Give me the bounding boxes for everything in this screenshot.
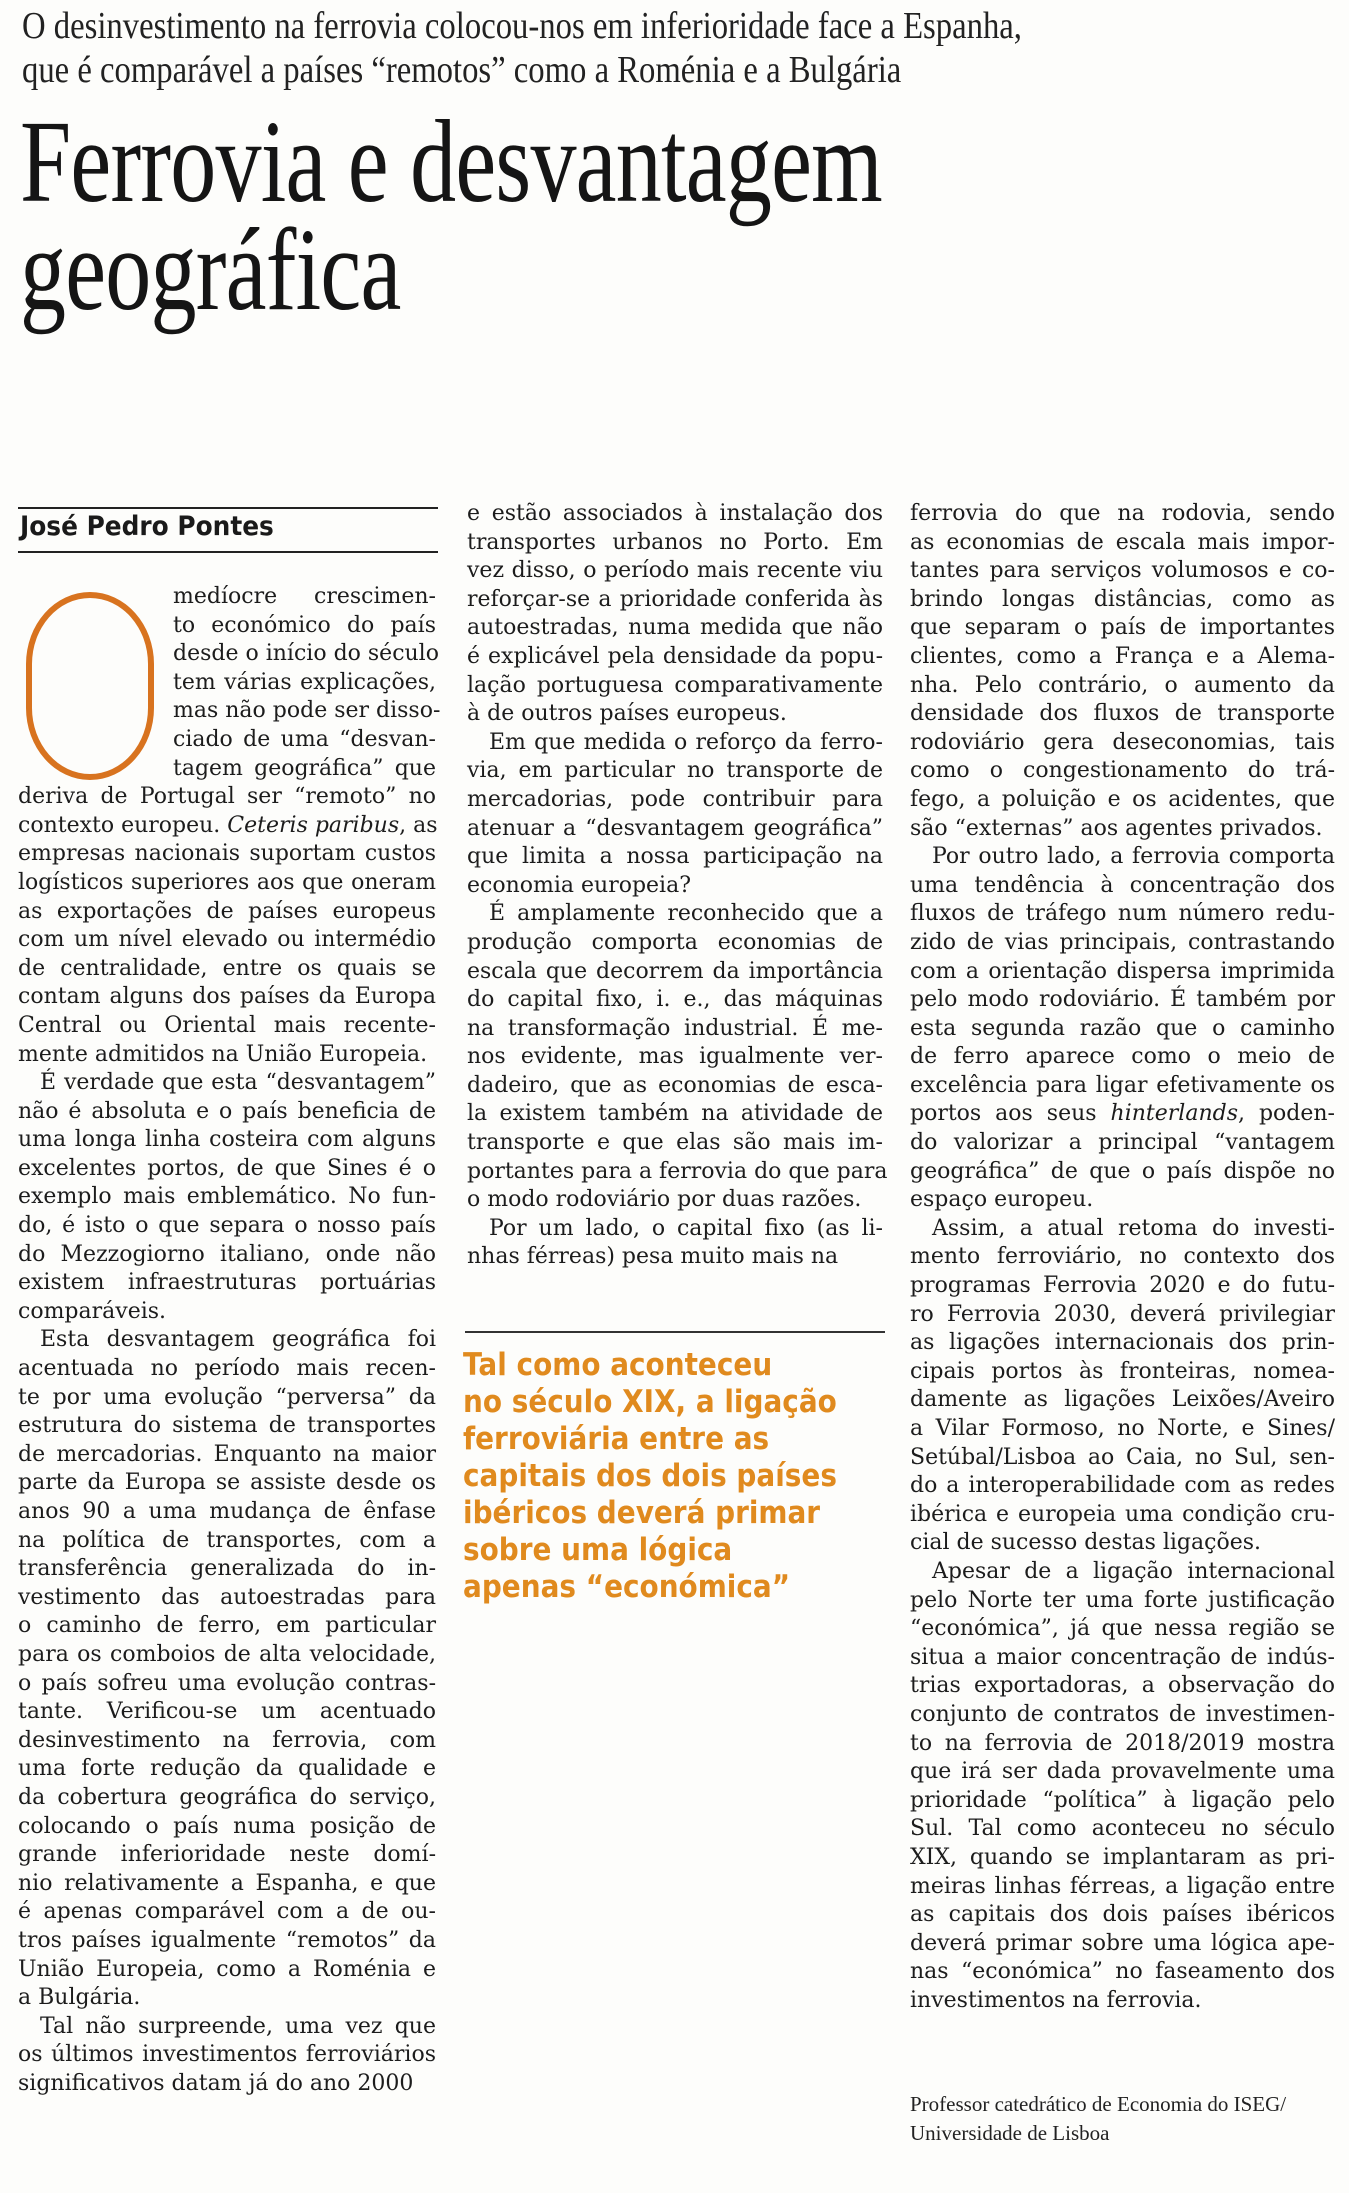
article-text-line: deriva de Portugal ser “remoto” no xyxy=(18,784,436,810)
article-text-line: deverá primar sobre uma lógica ape- xyxy=(910,1930,1335,1956)
article-column-1 xyxy=(18,583,441,2098)
article-text-line: trias exportadoras, a observação do xyxy=(910,1673,1335,1699)
article-text-line: as ligações internacionais dos prin- xyxy=(910,1330,1335,1356)
article-text-line: nos evidente, mas igualmente ver- xyxy=(467,1044,883,1070)
article-text-line: mas não pode ser disso- xyxy=(173,698,441,724)
article-text-line: nhas férreas) pesa muito mais na xyxy=(467,1244,839,1270)
article-text-line: com um nível elevado ou intermédio xyxy=(18,927,436,953)
article-text-line: vestimento das autoestradas para xyxy=(18,1584,436,1610)
author-byline: José Pedro Pontes xyxy=(20,511,274,542)
article-text-line: tros países igualmente “remotos” da xyxy=(18,1927,436,1953)
article-text-line: na política de transportes, com a xyxy=(18,1527,436,1553)
article-text-line: de ferro aparece como o meio de xyxy=(910,1044,1335,1070)
article-text-line: o caminho de ferro, em particular xyxy=(18,1613,436,1639)
article-text-line: desinvestimento na ferrovia, com xyxy=(18,1727,436,1753)
article-text-line: o modo rodoviário por duas razões. xyxy=(467,1187,862,1213)
article-text-line: nha. Pelo contrário, o aumento da xyxy=(910,672,1335,698)
article-text-line: excelentes portos, de que Sines é o xyxy=(18,1155,436,1181)
article-text-line: investimentos na ferrovia. xyxy=(910,1987,1202,2013)
article-text-line: à de outros países europeus. xyxy=(467,701,787,727)
article-text-line: o país sofreu uma evolução contras- xyxy=(18,1670,436,1696)
article-text-line: Por um lado, o capital fixo (as li- xyxy=(489,1215,883,1241)
article-text-line: Apesar de a ligação internacional xyxy=(932,1558,1335,1584)
article-text-line: acentuada no período mais recen- xyxy=(18,1356,436,1382)
article-text-line: damente as ligações Leixões/Aveiro xyxy=(910,1387,1335,1413)
article-text-line: nio relativamente a Espanha, e que xyxy=(18,1870,436,1896)
article-text-line: “económica”, já que nessa região se xyxy=(910,1616,1335,1642)
pull-quote-line: ibéricos deverá primar xyxy=(463,1495,821,1531)
article-text-line: é explicável pela densidade da popu- xyxy=(467,643,883,669)
article-text-line: pelo modo rodoviário. É também por xyxy=(910,987,1335,1013)
deck-line: que é comparável a países “remotos” como a Roménia e a Bulgária xyxy=(22,49,902,91)
article-text-line: via, em particular no transporte de xyxy=(467,758,883,784)
article-text-line: to na ferrovia de 2018/2019 mostra xyxy=(910,1730,1335,1756)
article-text-line: dadeiro, que as economias de esca- xyxy=(467,1072,883,1098)
article-text-line: como o congestionamento do trá- xyxy=(910,758,1335,784)
pull-quote-rule xyxy=(465,1331,885,1333)
article-text-line: para os comboios de alta velocidade, xyxy=(18,1641,436,1667)
byline-bottom-rule xyxy=(18,551,438,553)
article-text-line: é apenas comparável com a de ou- xyxy=(18,1899,436,1925)
italic-term: hinterlands xyxy=(1110,1101,1238,1127)
article-text-line: espaço europeu. xyxy=(910,1187,1094,1213)
article-text-line: transferência generalizada do in- xyxy=(18,1556,436,1582)
article-text-line: XIX, quando se implantaram as pri- xyxy=(910,1844,1335,1870)
article-text-line: que limita a nossa participação na xyxy=(467,844,883,870)
article-text-line: te por uma evolução “perversa” da xyxy=(18,1384,436,1410)
article-text-line: comparáveis. xyxy=(18,1298,167,1324)
article-text-line: vez disso, o período mais recente viu xyxy=(467,558,883,584)
article-text-line: do valorizar a principal “vantagem xyxy=(910,1130,1335,1156)
article-text-line: portantes para a ferrovia do que para xyxy=(467,1158,888,1184)
article-text-line: Sul. Tal como aconteceu no século xyxy=(910,1816,1335,1842)
pull-quote-line: Tal como aconteceu xyxy=(463,1347,773,1383)
article-text-line: situa a maior concentração de indús- xyxy=(910,1644,1335,1670)
article-text-line: mento ferroviário, no contexto dos xyxy=(910,1244,1335,1270)
article-text-line: uma forte redução da qualidade e xyxy=(18,1756,436,1782)
article-text-line: densidade dos fluxos de transporte xyxy=(910,701,1335,727)
article-text-line: tantes para serviços volumosos e co- xyxy=(910,558,1335,584)
article-text-line: do capital fixo, i. e., das máquinas xyxy=(467,987,883,1013)
article-text-line: Por outro lado, a ferrovia comporta xyxy=(932,844,1335,870)
article-text-line: Tal não surpreende, uma vez que xyxy=(40,2013,436,2039)
article-text-line: tante. Verificou-se um acentuado xyxy=(18,1699,436,1725)
article-text-line: conjunto de contratos de investimen- xyxy=(910,1701,1335,1727)
article-text-line: ferrovia do que na rodovia, sendo xyxy=(910,501,1335,526)
article-text-line: de mercadorias. Enquanto na maior xyxy=(18,1441,436,1467)
article-text-line: prioridade “política” à ligação pelo xyxy=(910,1787,1335,1813)
article-text-line: as exportações de países europeus xyxy=(18,898,436,924)
article-text-line: a Bulgária. xyxy=(18,1985,141,2011)
article-text-line: rodoviário gera deseconomias, tais xyxy=(910,729,1335,755)
article-text-line: autoestradas, numa medida que não xyxy=(467,615,883,641)
article-text-line: geográfica” de que o país dispõe no xyxy=(910,1158,1335,1184)
article-text-line: exemplo mais emblemático. No fun- xyxy=(18,1184,436,1210)
article-text-line: contexto europeu. Ceteris paribus, as xyxy=(18,812,438,838)
article-text-line: cipais portos às fronteiras, nomea- xyxy=(910,1358,1335,1384)
article-text-line: que separam o país de importantes xyxy=(910,615,1335,641)
article-text-line: cial de sucesso destas ligações. xyxy=(910,1530,1261,1556)
article-text-line: que irá ser dada provavelmente uma xyxy=(910,1759,1335,1785)
article-text-line: as economias de escala mais impor- xyxy=(910,529,1335,555)
article-text-line: União Europeia, como a Roménia e xyxy=(18,1956,436,1982)
article-text-line: produção comporta economias de xyxy=(467,929,883,955)
article-text-line: portos aos seus hinterlands, poden- xyxy=(910,1101,1335,1127)
pull-quote-line: no século XIX, a ligação xyxy=(463,1384,837,1420)
article-text-line: brindo longas distâncias, como as xyxy=(910,586,1335,612)
article-text-line: ibérica e europeia uma condição cru- xyxy=(910,1501,1335,1527)
article-text-line: transporte e que elas são mais im- xyxy=(467,1130,883,1156)
article-text-line: Central ou Oriental mais recente- xyxy=(18,1012,436,1038)
article-text-line: mercadorias, pode contribuir para xyxy=(467,786,883,812)
article-text-line: do Mezzogiorno italiano, onde não xyxy=(18,1241,436,1267)
title-line: geográfica xyxy=(20,204,401,335)
title-line: Ferrovia e desvantagem xyxy=(20,96,882,227)
article-text-line: medíocre crescimen- xyxy=(173,584,436,609)
article-text-line: as capitais dos dois países ibéricos xyxy=(910,1902,1335,1928)
article-text-line: ro Ferrovia 2030, deverá privilegiar xyxy=(910,1301,1335,1327)
author-bio-line: Universidade de Lisboa xyxy=(910,2121,1110,2145)
article-text-line: uma tendência à concentração dos xyxy=(910,872,1335,898)
article-text-line: nas “económica” no faseamento dos xyxy=(910,1959,1335,1985)
article-text-line: desde o início do século xyxy=(173,641,439,667)
article-text-line: da cobertura geográfica do serviço, xyxy=(18,1784,436,1810)
pull-quote xyxy=(463,1347,850,1606)
author-bio xyxy=(910,2090,1286,2148)
article-text-line: excelência para ligar efetivamente os xyxy=(910,1072,1335,1098)
article-text-line: tagem geográfica” que xyxy=(173,755,436,781)
article-text-line: são “externas” aos agentes privados. xyxy=(910,815,1323,841)
article-text-line: estrutura do sistema de transportes xyxy=(18,1413,436,1439)
article-text-line: a Vilar Formoso, no Norte, e Sines/ xyxy=(910,1416,1335,1441)
article-text-line: do, é isto o que separa o nosso país xyxy=(18,1213,436,1239)
article-text-line: la existem também na atividade de xyxy=(467,1101,883,1127)
article-text-line: os últimos investimentos ferroviários xyxy=(18,2042,436,2068)
italic-term: Ceteris paribus xyxy=(227,812,400,838)
article-text-line: lação portuguesa comparativamente xyxy=(467,672,883,698)
article-text-line: É amplamente reconhecido que a xyxy=(489,901,883,927)
article-text-line: anos 90 a uma mudança de ênfase xyxy=(18,1499,436,1524)
article-text-line: existem infraestruturas portuárias xyxy=(18,1270,436,1296)
article-text-line: na transformação industrial. É me- xyxy=(467,1015,883,1041)
article-text-line: grande inferioridade neste domí- xyxy=(18,1842,436,1868)
article-text-line: escala que decorrem da importância xyxy=(467,958,883,984)
article-text-line: Assim, a atual retoma do investi- xyxy=(932,1215,1335,1241)
article-text-line: parte da Europa se assiste desde os xyxy=(18,1470,436,1496)
article-text-line: Em que medida o reforço da ferro- xyxy=(489,729,883,755)
deck-line: O desinvestimento na ferrovia colocou-nos em inferioridade face a Espanha, xyxy=(22,5,1022,47)
article-text-line: transportes urbanos no Porto. Em xyxy=(467,529,883,555)
article-text-line: tem várias explicações, xyxy=(173,669,436,695)
pull-quote-line: capitais dos dois países xyxy=(463,1458,837,1494)
article-text-line: ciado de uma “desvan- xyxy=(173,726,436,752)
article-text-line: Setúbal/Lisboa ao Caia, no Sul, sen- xyxy=(910,1444,1335,1470)
article-text-line: programas Ferrovia 2020 e do futu- xyxy=(910,1273,1335,1299)
article-text-line: Esta desvantagem geográfica foi xyxy=(40,1327,436,1353)
article-text-line: contam alguns dos países da Europa xyxy=(18,984,436,1010)
article-text-line: É verdade que esta “desvantagem” xyxy=(40,1070,436,1096)
article-text-line: não é absoluta e o país beneficia de xyxy=(18,1098,436,1124)
pull-quote-line: sobre uma lógica xyxy=(463,1532,733,1568)
article-text-line: pelo Norte ter uma forte justificação xyxy=(910,1587,1335,1613)
article-text-line: meiras linhas férreas, a ligação entre xyxy=(910,1873,1335,1899)
article-title xyxy=(20,96,882,335)
pull-quote-line: ferroviária entre as xyxy=(463,1421,770,1457)
article-text-line: logísticos superiores aos que oneram xyxy=(18,869,436,895)
article-text-line: significativos datam já do ano 2000 xyxy=(18,2070,414,2096)
article-text-line: atenuar a “desvantagem geográfica” xyxy=(467,815,883,841)
article-text-line: mente admitidos na União Europeia. xyxy=(18,1041,428,1067)
article-text-line: de centralidade, entre os quais se xyxy=(18,955,436,981)
article-column-3 xyxy=(910,500,1335,2015)
article-text-line: economia europeia? xyxy=(467,872,692,898)
article-text-line: com a orientação dispersa imprimida xyxy=(910,958,1335,984)
article-text-line: uma longa linha costeira com alguns xyxy=(18,1127,436,1153)
article-text-line: e estão associados à instalação dos xyxy=(467,501,883,526)
author-bio-line: Professor catedrático de Economia do ISEG/ xyxy=(910,2092,1287,2116)
article-text-line: zido de vias principais, contrastando xyxy=(910,929,1335,955)
article-column-2 xyxy=(467,500,888,1272)
article-text-line: to económico do país xyxy=(173,612,436,638)
article-text-line: clientes, como a França e a Alema- xyxy=(910,643,1335,669)
article-text-line: fluxos de tráfego num número redu- xyxy=(910,901,1335,927)
article-deck xyxy=(22,4,1157,92)
byline-top-rule xyxy=(18,507,438,509)
article-text-line: do a interoperabilidade com as redes xyxy=(910,1473,1335,1499)
article-text-line: esta segunda razão que o caminho xyxy=(910,1015,1335,1041)
article-text-line: empresas nacionais suportam custos xyxy=(18,841,436,867)
article-text-line: fego, a poluição e os acidentes, que xyxy=(910,786,1335,812)
article-text-line: colocando o país numa posição de xyxy=(18,1813,436,1839)
article-text-line: reforçar-se a prioridade conferida às xyxy=(467,586,883,612)
pull-quote-line: apenas “económica” xyxy=(463,1569,791,1605)
